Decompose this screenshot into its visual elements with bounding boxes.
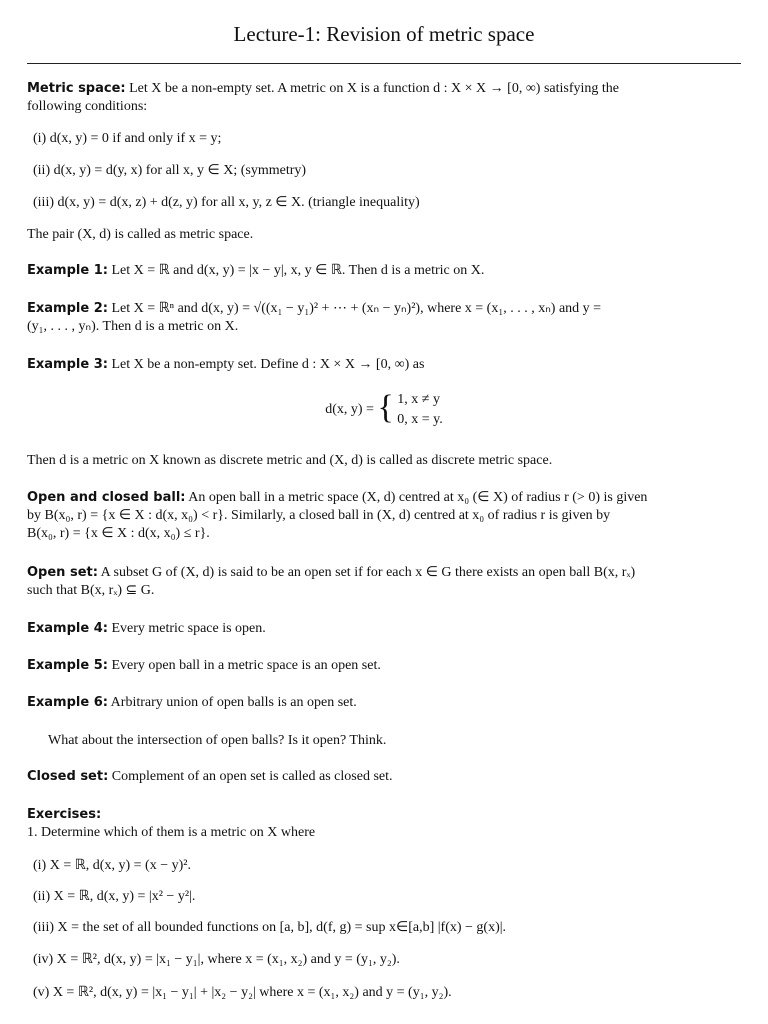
example-6-label: Example 6: <box>27 695 108 710</box>
open-closed-ball-label: Open and closed ball: <box>27 490 186 505</box>
example-5-label: Example 5: <box>27 658 108 673</box>
formula-lhs: d(x, y) = <box>325 402 374 418</box>
example-4 <box>27 620 741 638</box>
exercise-question-1: 1. Determine which of them is a metric on X where <box>27 825 316 840</box>
open-closed-ball-text-2: by B(x₀, r) = {x ∈ X : d(x, x₀) < r}. Similarly, a closed ball in (X, d) centred at x₀ of radius r is given by <box>27 508 611 523</box>
example-2 <box>27 300 741 318</box>
exercise-item-3: (iii) X = the set of all bounded functions on [a, b], d(f, g) = sup x∈[a,b] |f(x) − g(x)|. <box>33 920 507 935</box>
page-title: Lecture-1: Revision of metric space <box>233 22 535 46</box>
example-3-text: Let X be a non-empty set. Define d : X × X → [0, ∞) as <box>111 357 425 372</box>
example-3-label: Example 3: <box>27 357 108 372</box>
open-set-label: Open set: <box>27 565 98 580</box>
exercises-heading <box>27 806 741 824</box>
closed-set <box>27 768 741 786</box>
condition-3: (iii) d(x, y) = d(x, z) + d(z, y) for all x, y, z ∈ X. (triangle inequality) <box>33 195 420 210</box>
open-set-text-cont: such that B(x, rₓ) ⊆ G. <box>27 583 155 598</box>
exercise-item-1: (i) X = ℝ, d(x, y) = (x − y)². <box>33 858 191 873</box>
closed-set-label: Closed set: <box>27 769 109 784</box>
example-3 <box>27 356 741 374</box>
example-6 <box>27 694 741 712</box>
example-4-text: Every metric space is open. <box>111 621 266 636</box>
open-closed-ball-text: An open ball in a metric space (X, d) centred at x₀ (∈ X) of radius r (> 0) is given <box>188 490 648 505</box>
example-5-text: Every open ball in a metric space is an open set. <box>111 658 381 673</box>
example-2-label: Example 2: <box>27 301 108 316</box>
open-closed-ball <box>27 489 741 507</box>
open-set-text: A subset G of (X, d) is said to be an open set if for each x ∈ G there exists an open ball B(x, rₓ) <box>100 565 636 580</box>
example-6-text: Arbitrary union of open balls is an open set. <box>110 695 357 710</box>
example-4-label: Example 4: <box>27 621 108 636</box>
formula-case-2: 0, x = y. <box>397 412 443 427</box>
open-closed-ball-text-3: B(x₀, r) = {x ∈ X : d(x, x₀) ≤ r}. <box>27 526 210 541</box>
example-2-text: Let X = ℝⁿ and d(x, y) = √((x₁ − y₁)² + ⋯ + (xₙ − yₙ)²), where x = (x₁, . . . , xₙ) and y = <box>111 301 602 316</box>
exercises-label: Exercises: <box>27 807 102 822</box>
metric-space-definition <box>27 80 741 98</box>
formula-case-1: 1, x ≠ y <box>397 392 440 407</box>
condition-1: (i) d(x, y) = 0 if and only if x = y; <box>33 131 222 146</box>
exercise-item-5: (v) X = ℝ², d(x, y) = |x₁ − y₁| + |x₂ − y₂| where x = (x₁, x₂) and y = (y₁, y₂). <box>33 985 452 1000</box>
exercise-item-4: (iv) X = ℝ², d(x, y) = |x₁ − y₁|, where x = (x₁, x₂) and y = (y₁, y₂). <box>33 952 400 967</box>
formula-cases <box>397 390 443 430</box>
example-2-text-cont: (y₁, . . . , yₙ). Then d is a metric on X. <box>27 319 239 334</box>
closed-set-text: Complement of an open set is called as closed set. <box>111 769 393 784</box>
open-set <box>27 564 741 582</box>
formula-brace: { <box>377 389 394 426</box>
title-divider <box>27 63 741 64</box>
condition-2: (ii) d(x, y) = d(y, x) for all x, y ∈ X; (symmetry) <box>33 163 307 178</box>
metric-space-label: Metric space: <box>27 81 126 96</box>
metric-space-text-cont: following conditions: <box>27 99 148 114</box>
example-1-label: Example 1: <box>27 263 108 278</box>
example-5 <box>27 657 741 675</box>
example-3-conclusion: Then d is a metric on X known as discrete metric and (X, d) is called as discrete metric space. <box>27 453 553 468</box>
discrete-metric-formula <box>0 390 768 430</box>
example-1-text: Let X = ℝ and d(x, y) = |x − y|, x, y ∈ ℝ. Then d is a metric on X. <box>111 263 485 278</box>
exercise-item-2: (ii) X = ℝ, d(x, y) = |x² − y²|. <box>33 889 196 904</box>
think-question: What about the intersection of open balls? Is it open? Think. <box>48 733 387 748</box>
metric-space-text: Let X be a non-empty set. A metric on X is a function d : X × X → [0, ∞) satisfying the <box>129 81 620 96</box>
example-1 <box>27 262 741 280</box>
metric-space-pair: The pair (X, d) is called as metric space. <box>27 227 254 242</box>
